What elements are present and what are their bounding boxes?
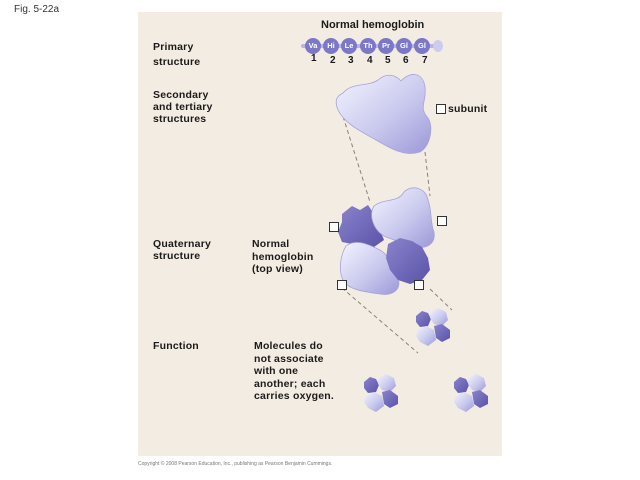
position-number: 6	[403, 55, 409, 66]
diagram-title: Normal hemoglobin	[321, 19, 425, 31]
hemoglobin-molecule-right	[454, 374, 488, 412]
hemoglobin-molecule-left	[364, 374, 398, 412]
subunit-symbol-box	[337, 280, 347, 290]
hemoglobin-molecule-small	[416, 308, 450, 346]
subunit-shape	[336, 74, 431, 153]
function-description	[254, 340, 334, 403]
position-number: 5	[385, 55, 391, 66]
subunit-label: subunit	[448, 103, 488, 115]
description-line: Normal	[252, 238, 290, 250]
row-label-line: Primary	[153, 41, 194, 53]
position-number: 1	[311, 53, 317, 64]
subunit-symbol-box	[414, 280, 424, 290]
amino-acid-bead: Pr	[378, 38, 394, 54]
row-label-line: Quaternary	[153, 238, 212, 250]
amino-acid-bead: Hi	[323, 38, 339, 54]
subunit-symbol-box	[436, 104, 446, 114]
quaternary-description	[252, 238, 314, 276]
position-number: 3	[348, 55, 354, 66]
amino-acid-bead: Le	[341, 38, 357, 54]
amino-acid-bead: Gl	[414, 38, 430, 54]
description-line: another; each	[254, 377, 326, 390]
row-label-line: structure	[153, 250, 201, 262]
position-number: 4	[367, 55, 373, 66]
amino-acid-bead: Gl	[396, 38, 412, 54]
row-label-line: structures	[153, 113, 207, 125]
position-number: 2	[330, 55, 336, 66]
description-line: (top view)	[252, 263, 303, 275]
figure-label: Fig. 5-22a	[14, 4, 60, 15]
row-label-line: Function	[153, 340, 199, 352]
row-label-line: Secondary	[153, 89, 209, 101]
description-line: not associate	[254, 352, 324, 365]
subunit-symbol-box	[437, 216, 447, 226]
description-line: carries oxygen.	[254, 390, 335, 402]
subunit-symbol-box	[329, 222, 339, 232]
copyright-notice: Copyright © 2008 Pearson Education, Inc., publishing as Pearson Benjamin Cummings.	[138, 461, 333, 467]
amino-acid-bead: Va	[305, 38, 321, 54]
description-line: hemoglobin	[252, 250, 314, 263]
amino-acid-bead: Th	[360, 38, 376, 54]
position-number: 7	[422, 55, 428, 66]
description-line: with one	[254, 365, 299, 377]
description-line: Molecules do	[254, 340, 323, 352]
row-label-line: structure	[153, 56, 201, 68]
row-label-line: and tertiary	[153, 101, 213, 113]
